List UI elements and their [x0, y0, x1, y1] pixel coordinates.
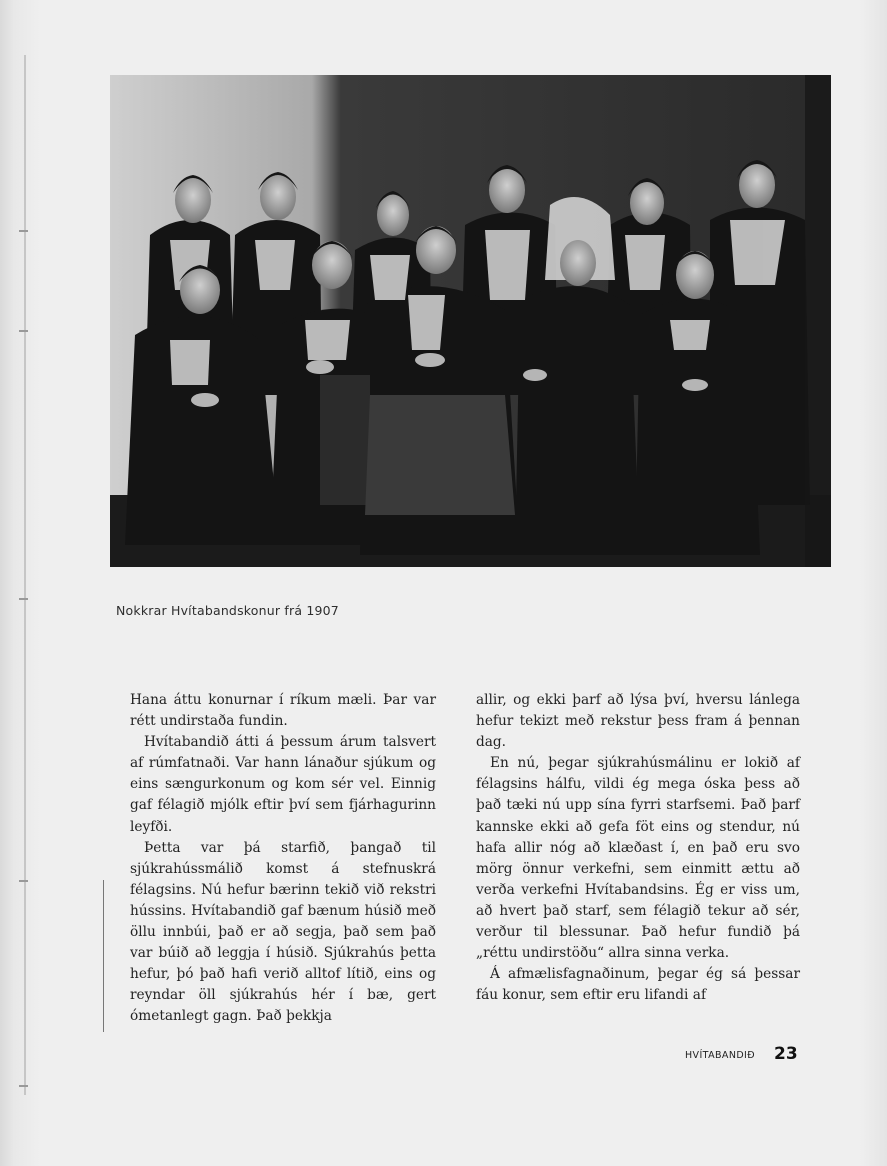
group-photo	[110, 75, 831, 567]
text-column-right	[476, 690, 800, 1006]
paragraph: En nú, þegar sjúkrahúsmálinu er lokið af félagsins hálfu, vildi ég mega óska þess að það tæki nú upp sína fyrri starfsemi. Það þarf kannske ekki að gefa föt eins og stendur, nú hafa allir nóg að klæðast í, en það eru svo mörg önnur verkefni, sem einmitt ættu að verða verkefni Hvítabandsins. Ég er viss um, að hvert það starf, sem félagið tekur að sér, verður til blessunar. Það hefur fundið þá „réttu undirstöðu“ allra sinna verka.	[476, 755, 800, 962]
photo-caption: Nokkrar Hvítabandskonur frá 1907	[116, 603, 339, 618]
paragraph: allir, og ekki þarf að lýsa því, hversu lánlega hefur tekizt með rekstur þess fram á þennan dag.	[476, 692, 800, 751]
margin-mark	[103, 880, 104, 1032]
page-number: 23	[774, 1044, 798, 1064]
binding-stitch	[19, 880, 28, 882]
running-title: HVÍTABANDIÐ	[685, 1050, 756, 1061]
paragraph: Hvítabandið átti á þessum árum talsvert af rúmfatnaði. Var hann lánaður sjúkum og eins sængurkonum og kom sér vel. Einnig gaf félagið mjólk eftir því sem fjárhagurinn leyfði.	[130, 734, 436, 835]
binding-thread	[24, 55, 26, 1095]
paragraph: Á afmælisfagnaðinum, þegar ég sá þessar fáu konur, sem eftir eru lifandi af	[476, 966, 800, 1004]
binding-stitch	[19, 330, 28, 332]
paragraph: Hana áttu konurnar í ríkum mæli. Þar var rétt undirstaða fundin.	[130, 692, 436, 730]
group-photo-illustration	[110, 75, 831, 567]
binding-stitch	[19, 598, 28, 600]
binding-stitch	[19, 1085, 28, 1087]
paragraph: Þetta var þá starfið, þangað til sjúkrahússmálið komst á stefnuskrá félagsins. Nú hefur bærinn tekið við rekstri hússins. Hvítabandið gaf bænum húsið með öllu innbúi, það er að segja, það sem það var búið að leggja í húsið. Sjúkrahús þetta hefur, þó það hafi verið alltof lítið, eins og reyndar öll sjúkrahús hér í bæ, gert ómetanlegt gagn. Það þekkja	[130, 839, 436, 1025]
binding-stitch	[19, 230, 28, 232]
text-column-left	[130, 690, 436, 1028]
